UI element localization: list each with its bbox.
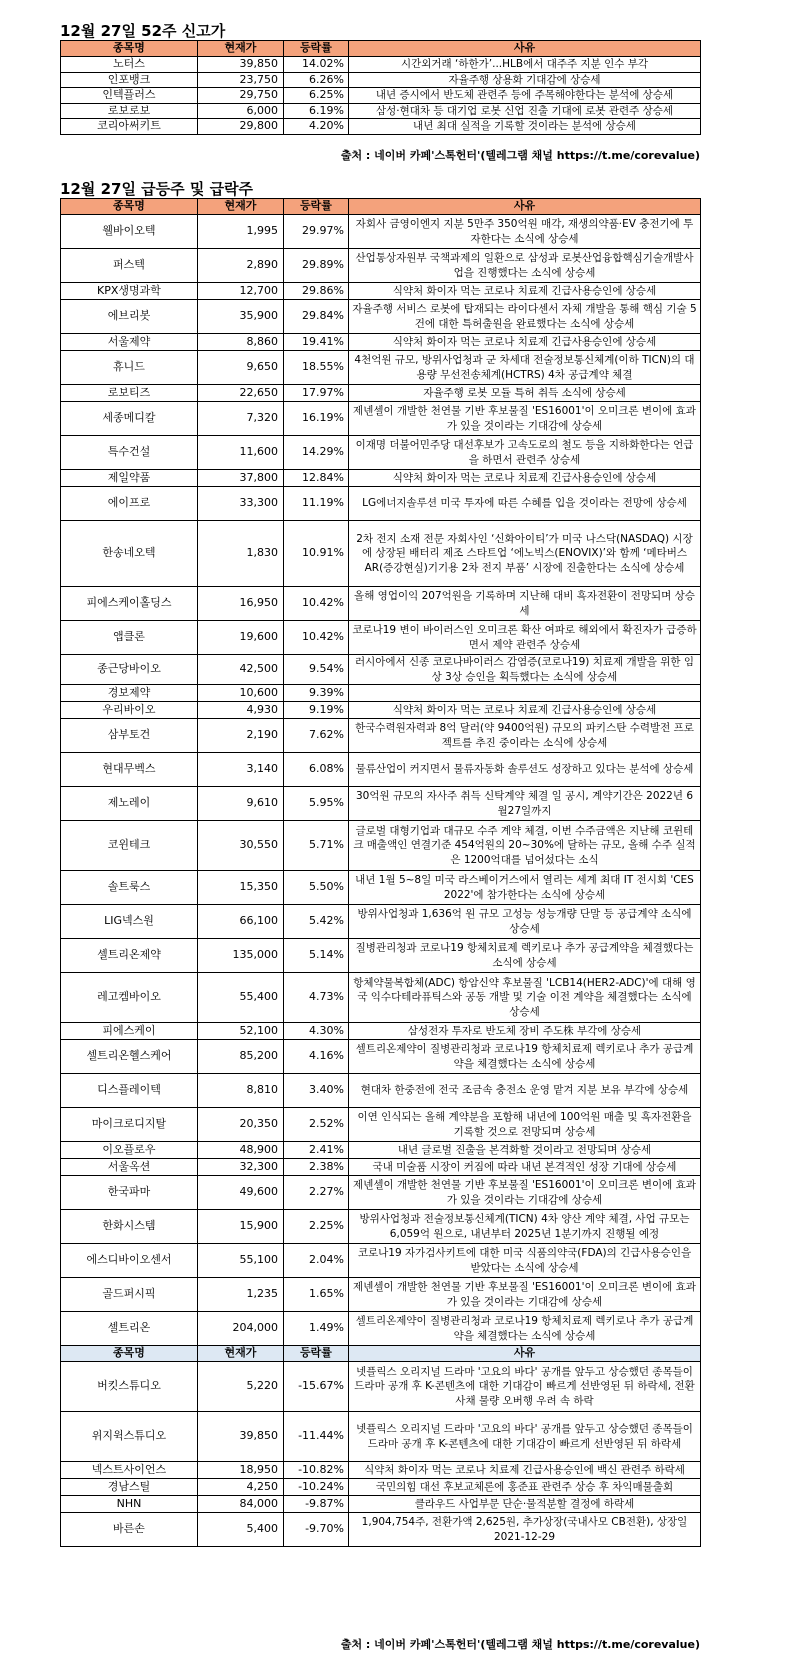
movers-table bbox=[60, 198, 701, 1547]
change-rate: 12.84% bbox=[284, 470, 349, 487]
stock-name: 코리아써키트 bbox=[61, 119, 198, 135]
stock-name: 한화시스템 bbox=[61, 1210, 198, 1244]
stock-price: 52,100 bbox=[198, 1023, 284, 1040]
table-row bbox=[61, 905, 701, 939]
fall-col-header-name: 종목명 bbox=[61, 1346, 198, 1362]
change-rate: 1.65% bbox=[284, 1278, 349, 1312]
table-row bbox=[61, 1108, 701, 1142]
reason-text: 현대차 한중전에 전국 조금속 충전소 운영 맡겨 지분 보유 부각에 상승세 bbox=[349, 1074, 701, 1108]
stock-price: 8,860 bbox=[198, 334, 284, 351]
stock-price: 1,995 bbox=[198, 215, 284, 249]
stock-name: 피에스케이 bbox=[61, 1023, 198, 1040]
stock-name: 넥스트사이언스 bbox=[61, 1462, 198, 1479]
table-row bbox=[61, 719, 701, 753]
change-rate: 10.42% bbox=[284, 621, 349, 655]
stock-price: 55,400 bbox=[198, 973, 284, 1023]
stock-price: 204,000 bbox=[198, 1312, 284, 1346]
reason-text: 자율주행 상용화 기대감에 상승세 bbox=[349, 72, 701, 88]
stock-name: 웰바이오텍 bbox=[61, 215, 198, 249]
reason-text: 클라우드 사업부문 단순·물적분할 결정에 하락세 bbox=[349, 1496, 701, 1513]
stock-price: 48,900 bbox=[198, 1142, 284, 1159]
reason-text: 식약처 화이자 먹는 코로나 치료제 긴급사용승인에 상승세 bbox=[349, 283, 701, 300]
table-row bbox=[61, 1142, 701, 1159]
change-rate: 9.54% bbox=[284, 655, 349, 685]
stock-name: 우리바이오 bbox=[61, 702, 198, 719]
reason-text: 산업통상자원부 국책과제의 일환으로 삼성과 로봇산업융합핵심기술개발사업을 진행했다는 소식에 상승세 bbox=[349, 249, 701, 283]
col-header-price: 현재가 bbox=[198, 199, 284, 215]
table-row bbox=[61, 1362, 701, 1412]
table-row bbox=[61, 871, 701, 905]
stock-price: 30,550 bbox=[198, 821, 284, 871]
stock-name: 인텍플러스 bbox=[61, 88, 198, 104]
stock-name: 한송네오텍 bbox=[61, 521, 198, 587]
change-rate: 4.73% bbox=[284, 973, 349, 1023]
col-header-name: 종목명 bbox=[61, 41, 198, 57]
col-header-price: 현재가 bbox=[198, 41, 284, 57]
change-rate: -10.82% bbox=[284, 1462, 349, 1479]
stock-name: 에스디바이오센서 bbox=[61, 1244, 198, 1278]
table-row bbox=[61, 521, 701, 587]
stock-name: 피에스케이홀딩스 bbox=[61, 587, 198, 621]
change-rate: 19.41% bbox=[284, 334, 349, 351]
change-rate: -10.24% bbox=[284, 1479, 349, 1496]
change-rate: 5.95% bbox=[284, 787, 349, 821]
table-row bbox=[61, 1040, 701, 1074]
col-header-reason: 사유 bbox=[349, 41, 701, 57]
change-rate: 2.41% bbox=[284, 1142, 349, 1159]
col-header-rate: 등락률 bbox=[284, 199, 349, 215]
stock-price: 33,300 bbox=[198, 487, 284, 521]
stock-price: 39,850 bbox=[198, 1412, 284, 1462]
stock-name: 로보로보 bbox=[61, 103, 198, 119]
table-row bbox=[61, 821, 701, 871]
stock-name: 레고켐바이오 bbox=[61, 973, 198, 1023]
stock-price: 15,900 bbox=[198, 1210, 284, 1244]
reason-text: 자율주행 로봇 모듈 특허 취득 소식에 상승세 bbox=[349, 385, 701, 402]
stock-price: 16,950 bbox=[198, 587, 284, 621]
reason-text: 내년 최대 실적을 기록할 것이라는 분석에 상승세 bbox=[349, 119, 701, 135]
stock-price: 10,600 bbox=[198, 685, 284, 702]
change-rate: 16.19% bbox=[284, 402, 349, 436]
table-row bbox=[61, 1176, 701, 1210]
movers-title: 12월 27일 급등주 및 급락주 bbox=[60, 180, 254, 198]
reason-text: 한국수력원자력과 8억 달러(약 9400억원) 규모의 파키스탄 수력발전 프로젝트를 추진 중이라는 소식에 상승세 bbox=[349, 719, 701, 753]
change-rate: 18.55% bbox=[284, 351, 349, 385]
stock-name: 휴니드 bbox=[61, 351, 198, 385]
reason-text: 셀트리온제약이 질병관리청과 코로나19 항체치료제 렉키로나 추가 공급계약을 체결했다는 소식에 상승세 bbox=[349, 1040, 701, 1074]
table-row bbox=[61, 103, 701, 119]
high52-header-row bbox=[61, 41, 701, 57]
table-row bbox=[61, 1023, 701, 1040]
table-row bbox=[61, 436, 701, 470]
stock-name: KPX생명과학 bbox=[61, 283, 198, 300]
change-rate: 29.97% bbox=[284, 215, 349, 249]
table-row bbox=[61, 685, 701, 702]
change-rate: 6.25% bbox=[284, 88, 349, 104]
table-row bbox=[61, 487, 701, 521]
stock-name: 에브리봇 bbox=[61, 300, 198, 334]
reason-text: 30억원 규모의 자사주 취득 신탁계약 체결 일 공시, 계약기간은 2022년 6월27일까지 bbox=[349, 787, 701, 821]
stock-name: 로보티즈 bbox=[61, 385, 198, 402]
stock-name: 에이프로 bbox=[61, 487, 198, 521]
reason-text: 국내 미술품 시장이 커짐에 따라 내년 본격적인 성장 기대에 상승세 bbox=[349, 1159, 701, 1176]
table-row bbox=[61, 215, 701, 249]
table-row bbox=[61, 1513, 701, 1547]
change-rate: 6.08% bbox=[284, 753, 349, 787]
reason-text: 제넨셀이 개발한 천연물 기반 후보물질 'ES16001'이 오미크론 변이에 효과가 있을 것이라는 기대감에 상승세 bbox=[349, 1176, 701, 1210]
reason-text: 셀트리온제약이 질병관리청과 코로나19 항체치료제 렉키로나 추가 공급계약을 체결했다는 소식에 상승세 bbox=[349, 1312, 701, 1346]
table-row bbox=[61, 1159, 701, 1176]
change-rate: 4.20% bbox=[284, 119, 349, 135]
table-row bbox=[61, 1244, 701, 1278]
change-rate: 14.29% bbox=[284, 436, 349, 470]
stock-price: 42,500 bbox=[198, 655, 284, 685]
change-rate: 2.27% bbox=[284, 1176, 349, 1210]
stock-price: 22,650 bbox=[198, 385, 284, 402]
table-row bbox=[61, 402, 701, 436]
table-row bbox=[61, 385, 701, 402]
reason-text: 물류산업이 커지면서 물류자동화 솔루션도 성장하고 있다는 분석에 상승세 bbox=[349, 753, 701, 787]
movers-source: 출처 : 네이버 카페'스톡헌터'(텔레그램 채널 https://t.me/corevalue) bbox=[340, 1638, 700, 1651]
fall-col-header-reason: 사유 bbox=[349, 1346, 701, 1362]
stock-name: 세종메디칼 bbox=[61, 402, 198, 436]
stock-name: 퍼스텍 bbox=[61, 249, 198, 283]
reason-text: 내년 1월 5~8일 미국 라스베이거스에서 열리는 세계 최대 IT 전시회 'CES 2022'에 참가한다는 소식에 상승세 bbox=[349, 871, 701, 905]
stock-price: 29,800 bbox=[198, 119, 284, 135]
stock-price: 8,810 bbox=[198, 1074, 284, 1108]
reason-text bbox=[349, 685, 701, 702]
table-row bbox=[61, 1210, 701, 1244]
stock-name: 제노레이 bbox=[61, 787, 198, 821]
stock-price: 85,200 bbox=[198, 1040, 284, 1074]
stock-name: 삼부토건 bbox=[61, 719, 198, 753]
stock-price: 35,900 bbox=[198, 300, 284, 334]
reason-text: 러시아에서 신종 코로나바이러스 감염증(코로나19) 치료제 개발을 위한 임상 3상 승인을 획득했다는 소식에 상승세 bbox=[349, 655, 701, 685]
stock-price: 23,750 bbox=[198, 72, 284, 88]
stock-price: 15,350 bbox=[198, 871, 284, 905]
reason-text: 식약처 화이자 먹는 코로나 치료제 긴급사용승인에 상승세 bbox=[349, 470, 701, 487]
change-rate: 7.62% bbox=[284, 719, 349, 753]
change-rate: 17.97% bbox=[284, 385, 349, 402]
change-rate: 6.26% bbox=[284, 72, 349, 88]
high52-title: 12월 27일 52주 신고가 bbox=[60, 22, 226, 40]
reason-text: 자율주행 서비스 로봇에 탑재되는 라이다센서 자체 개발을 통해 핵심 기술 5건에 대한 특허출원을 완료했다는 소식에 상승세 bbox=[349, 300, 701, 334]
change-rate: -15.67% bbox=[284, 1362, 349, 1412]
change-rate: -11.44% bbox=[284, 1412, 349, 1462]
change-rate: 2.04% bbox=[284, 1244, 349, 1278]
table-row bbox=[61, 621, 701, 655]
reason-text: LG에너지솔루션 미국 투자에 따른 수혜를 입을 것이라는 전망에 상승세 bbox=[349, 487, 701, 521]
stock-name: 이오플로우 bbox=[61, 1142, 198, 1159]
stock-price: 19,600 bbox=[198, 621, 284, 655]
stock-price: 135,000 bbox=[198, 939, 284, 973]
stock-price: 32,300 bbox=[198, 1159, 284, 1176]
reason-text: 삼성·현대차 등 대기업 로봇 신업 진출 기대에 로봇 관련주 상승세 bbox=[349, 103, 701, 119]
high52-source: 출처 : 네이버 카페'스톡헌터'(텔레그램 채널 https://t.me/corevalue) bbox=[340, 149, 700, 162]
reason-text: 국민의힘 대선 후보교체론에 홍준표 관련주 상승 후 차익매물출회 bbox=[349, 1479, 701, 1496]
reason-text: 코로나19 자가검사키트에 대한 미국 식품의약국(FDA)의 긴급사용승인을 받았다는 소식에 상승세 bbox=[349, 1244, 701, 1278]
table-row bbox=[61, 702, 701, 719]
change-rate: 29.84% bbox=[284, 300, 349, 334]
reason-text: 이재명 더불어민주당 대선후보가 고속도로의 철도 등을 지하화한다는 언급을 하면서 관련주 상승세 bbox=[349, 436, 701, 470]
stock-price: 29,750 bbox=[198, 88, 284, 104]
stock-name: 인포뱅크 bbox=[61, 72, 198, 88]
stock-price: 3,140 bbox=[198, 753, 284, 787]
table-row bbox=[61, 1412, 701, 1462]
stock-name: 제일약품 bbox=[61, 470, 198, 487]
reason-text: 방위사업청과 1,636억 원 규모 고성능 성능개량 단말 등 공급계약 소식에 상승세 bbox=[349, 905, 701, 939]
reason-text: 내년 글로벌 진출을 본격화할 것이라고 전망되며 상승세 bbox=[349, 1142, 701, 1159]
table-row bbox=[61, 787, 701, 821]
stock-name: LIG넥스원 bbox=[61, 905, 198, 939]
stock-name: 특수건설 bbox=[61, 436, 198, 470]
stock-name: 셀트리온헬스케어 bbox=[61, 1040, 198, 1074]
stock-price: 5,400 bbox=[198, 1513, 284, 1547]
stock-price: 6,000 bbox=[198, 103, 284, 119]
change-rate: 9.39% bbox=[284, 685, 349, 702]
table-row bbox=[61, 351, 701, 385]
stock-price: 1,830 bbox=[198, 521, 284, 587]
reason-text: 2차 전지 소재 전문 자회사인 ‘신화아이티’가 미국 나스닥(NASDAQ) 시장에 상장된 배터리 제조 스타트업 ‘에노빅스(ENOVIX)’와 함께 ‘메타버스 AR(증강현실)기기용 2차 전지 부품’ 시장에 진출한다는 소식에 상승세 bbox=[349, 521, 701, 587]
change-rate: 4.16% bbox=[284, 1040, 349, 1074]
stock-price: 39,850 bbox=[198, 57, 284, 73]
stock-name: NHN bbox=[61, 1496, 198, 1513]
change-rate: 1.49% bbox=[284, 1312, 349, 1346]
stock-name: 마이크로디지탈 bbox=[61, 1108, 198, 1142]
stock-name: 서울옥션 bbox=[61, 1159, 198, 1176]
table-row bbox=[61, 655, 701, 685]
change-rate: 2.38% bbox=[284, 1159, 349, 1176]
reason-text: 4천억원 규모, 방위사업청과 군 차세대 전술정보통신체계(이하 TICN)의 대용량 무선전송체계(HCTRS) 4차 공급계약 체결 bbox=[349, 351, 701, 385]
high52-table bbox=[60, 40, 701, 135]
table-row bbox=[61, 753, 701, 787]
stock-name: 셀트리온제약 bbox=[61, 939, 198, 973]
reason-text: 이연 인식되는 올해 계약분을 포함해 내년에 100억원 매출 및 흑자전환을 기록할 것으로 전망되며 상승세 bbox=[349, 1108, 701, 1142]
table-row bbox=[61, 72, 701, 88]
reason-text: 올해 영업이익 207억원을 기록하며 지난해 대비 흑자전환이 전망되며 상승세 bbox=[349, 587, 701, 621]
stock-name: 버킷스튜디오 bbox=[61, 1362, 198, 1412]
reason-text: 삼성전자 투자로 반도체 장비 주도株 부각에 상승세 bbox=[349, 1023, 701, 1040]
stock-price: 66,100 bbox=[198, 905, 284, 939]
reason-text: 질병관리청과 코로나19 항체치료제 렉키로나 추가 공급계약을 체결했다는 소식에 상승세 bbox=[349, 939, 701, 973]
table-row bbox=[61, 1074, 701, 1108]
stock-price: 9,650 bbox=[198, 351, 284, 385]
change-rate: 10.42% bbox=[284, 587, 349, 621]
reason-text: 넷플릭스 오리지널 드라마 '고요의 바다' 공개를 앞두고 상승했던 종목들이 드라마 공개 후 K-콘텐츠에 대한 기대감이 빠르게 선반영된 뒤 하락세, 전환사채 물량 오버행 우려 속 하락 bbox=[349, 1362, 701, 1412]
table-row bbox=[61, 57, 701, 73]
table-row bbox=[61, 973, 701, 1023]
change-rate: 5.71% bbox=[284, 821, 349, 871]
change-rate: 5.14% bbox=[284, 939, 349, 973]
col-header-name: 종목명 bbox=[61, 199, 198, 215]
reason-text: 코로나19 변이 바이러스인 오미크론 확산 여파로 해외에서 확진자가 급증하면서 제약 관련주 상승세 bbox=[349, 621, 701, 655]
reason-text: 식약처 화이자 먹는 코로나 치료제 긴급사용승인에 상승세 bbox=[349, 702, 701, 719]
stock-price: 4,250 bbox=[198, 1479, 284, 1496]
table-row bbox=[61, 939, 701, 973]
fall-header-row bbox=[61, 1346, 701, 1362]
stock-price: 7,320 bbox=[198, 402, 284, 436]
change-rate: 29.89% bbox=[284, 249, 349, 283]
table-row bbox=[61, 470, 701, 487]
stock-price: 2,190 bbox=[198, 719, 284, 753]
stock-name: 골드퍼시픽 bbox=[61, 1278, 198, 1312]
reason-text: 글로벌 대형기업과 대규모 수주 계약 체결, 이번 수주금액은 지난해 코윈테크 매출액인 연결기준 454억원의 20~30%에 달하는 규모, 올해 수주 실적은 1200억대를 넘어섰다는 소식 bbox=[349, 821, 701, 871]
stock-name: 한국파마 bbox=[61, 1176, 198, 1210]
stock-name: 경보제약 bbox=[61, 685, 198, 702]
stock-name: 솔트룩스 bbox=[61, 871, 198, 905]
stock-price: 20,350 bbox=[198, 1108, 284, 1142]
table-row bbox=[61, 1479, 701, 1496]
table-row bbox=[61, 1312, 701, 1346]
change-rate: -9.70% bbox=[284, 1513, 349, 1547]
stock-name: 종근당바이오 bbox=[61, 655, 198, 685]
stock-price: 1,235 bbox=[198, 1278, 284, 1312]
stock-price: 12,700 bbox=[198, 283, 284, 300]
table-row bbox=[61, 1462, 701, 1479]
stock-name: 코윈테크 bbox=[61, 821, 198, 871]
stock-name: 노터스 bbox=[61, 57, 198, 73]
col-header-reason: 사유 bbox=[349, 199, 701, 215]
stock-name: 서울제약 bbox=[61, 334, 198, 351]
movers-header-row bbox=[61, 199, 701, 215]
reason-text: 제넨셀이 개발한 천연물 기반 후보물질 'ES16001'이 오미크론 변이에 효과가 있을 것이라는 기대감에 상승세 bbox=[349, 1278, 701, 1312]
stock-name: 디스플레이텍 bbox=[61, 1074, 198, 1108]
stock-price: 2,890 bbox=[198, 249, 284, 283]
change-rate: 29.86% bbox=[284, 283, 349, 300]
table-row bbox=[61, 587, 701, 621]
table-row bbox=[61, 1496, 701, 1513]
reason-text: 시간외거래 ‘하한가’...HLB에서 대주주 지분 인수 부각 bbox=[349, 57, 701, 73]
change-rate: 10.91% bbox=[284, 521, 349, 587]
change-rate: 6.19% bbox=[284, 103, 349, 119]
change-rate: 11.19% bbox=[284, 487, 349, 521]
stock-price: 11,600 bbox=[198, 436, 284, 470]
fall-col-header-rate: 등락률 bbox=[284, 1346, 349, 1362]
col-header-rate: 등락률 bbox=[284, 41, 349, 57]
reason-text: 방위사업청과 전술정보통신체계(TICN) 4차 양산 계약 체결, 사업 규모는 6,059억 원으로, 내년부터 2025년 1분기까지 진행될 예정 bbox=[349, 1210, 701, 1244]
stock-price: 55,100 bbox=[198, 1244, 284, 1278]
stock-price: 84,000 bbox=[198, 1496, 284, 1513]
stock-price: 18,950 bbox=[198, 1462, 284, 1479]
change-rate: 3.40% bbox=[284, 1074, 349, 1108]
change-rate: 5.42% bbox=[284, 905, 349, 939]
reason-text: 자회사 금영이엔지 지분 5만주 350억원 매각, 재생의약품·EV 충전기에 투자한다는 소식에 상승세 bbox=[349, 215, 701, 249]
change-rate: 4.30% bbox=[284, 1023, 349, 1040]
stock-price: 5,220 bbox=[198, 1362, 284, 1412]
reason-text: 제넨셀이 개발한 천연물 기반 후보물질 'ES16001'이 오미크론 변이에 효과가 있을 것이라는 기대감에 상승세 bbox=[349, 402, 701, 436]
stock-price: 4,930 bbox=[198, 702, 284, 719]
stock-price: 37,800 bbox=[198, 470, 284, 487]
stock-name: 경남스틸 bbox=[61, 1479, 198, 1496]
reason-text: 식약처 화이자 먹는 코로나 치료제 긴급사용승인에 상승세 bbox=[349, 334, 701, 351]
change-rate: 2.25% bbox=[284, 1210, 349, 1244]
stock-price: 49,600 bbox=[198, 1176, 284, 1210]
stock-price: 9,610 bbox=[198, 787, 284, 821]
reason-text: 넷플릭스 오리지널 드라마 '고요의 바다' 공개를 앞두고 상승했던 종목들이 드라마 공개 후 K-콘텐츠에 대한 기대감이 빠르게 선반영된 뒤 하락세 bbox=[349, 1412, 701, 1462]
table-row bbox=[61, 300, 701, 334]
table-row bbox=[61, 119, 701, 135]
table-row bbox=[61, 334, 701, 351]
table-row bbox=[61, 283, 701, 300]
table-row bbox=[61, 1278, 701, 1312]
fall-col-header-price: 현재가 bbox=[198, 1346, 284, 1362]
stock-name: 위지윅스튜디오 bbox=[61, 1412, 198, 1462]
reason-text: 내년 증시에서 반도체 관련주 등에 주목해야한다는 분석에 상승세 bbox=[349, 88, 701, 104]
stock-name: 셀트리온 bbox=[61, 1312, 198, 1346]
table-row bbox=[61, 88, 701, 104]
change-rate: -9.87% bbox=[284, 1496, 349, 1513]
reason-text: 항체약물복합체(ADC) 항암신약 후보물질 'LCB14(HER2-ADC)'에 대해 영국 익수다테라퓨틱스와 공동 개발 및 기술 이전 계약을 체결했다는 소식에 상승세 bbox=[349, 973, 701, 1023]
change-rate: 14.02% bbox=[284, 57, 349, 73]
table-row bbox=[61, 249, 701, 283]
change-rate: 9.19% bbox=[284, 702, 349, 719]
stock-name: 현대무벡스 bbox=[61, 753, 198, 787]
stock-name: 앱클론 bbox=[61, 621, 198, 655]
change-rate: 2.52% bbox=[284, 1108, 349, 1142]
change-rate: 5.50% bbox=[284, 871, 349, 905]
stock-name: 바른손 bbox=[61, 1513, 198, 1547]
reason-text: 1,904,754주, 전환가액 2,625원, 추가상장(국내사모 CB전환), 상장일 2021-12-29 bbox=[349, 1513, 701, 1547]
reason-text: 식약처 화이자 먹는 코로나 치료제 긴급사용승인에 백신 관련주 하락세 bbox=[349, 1462, 701, 1479]
